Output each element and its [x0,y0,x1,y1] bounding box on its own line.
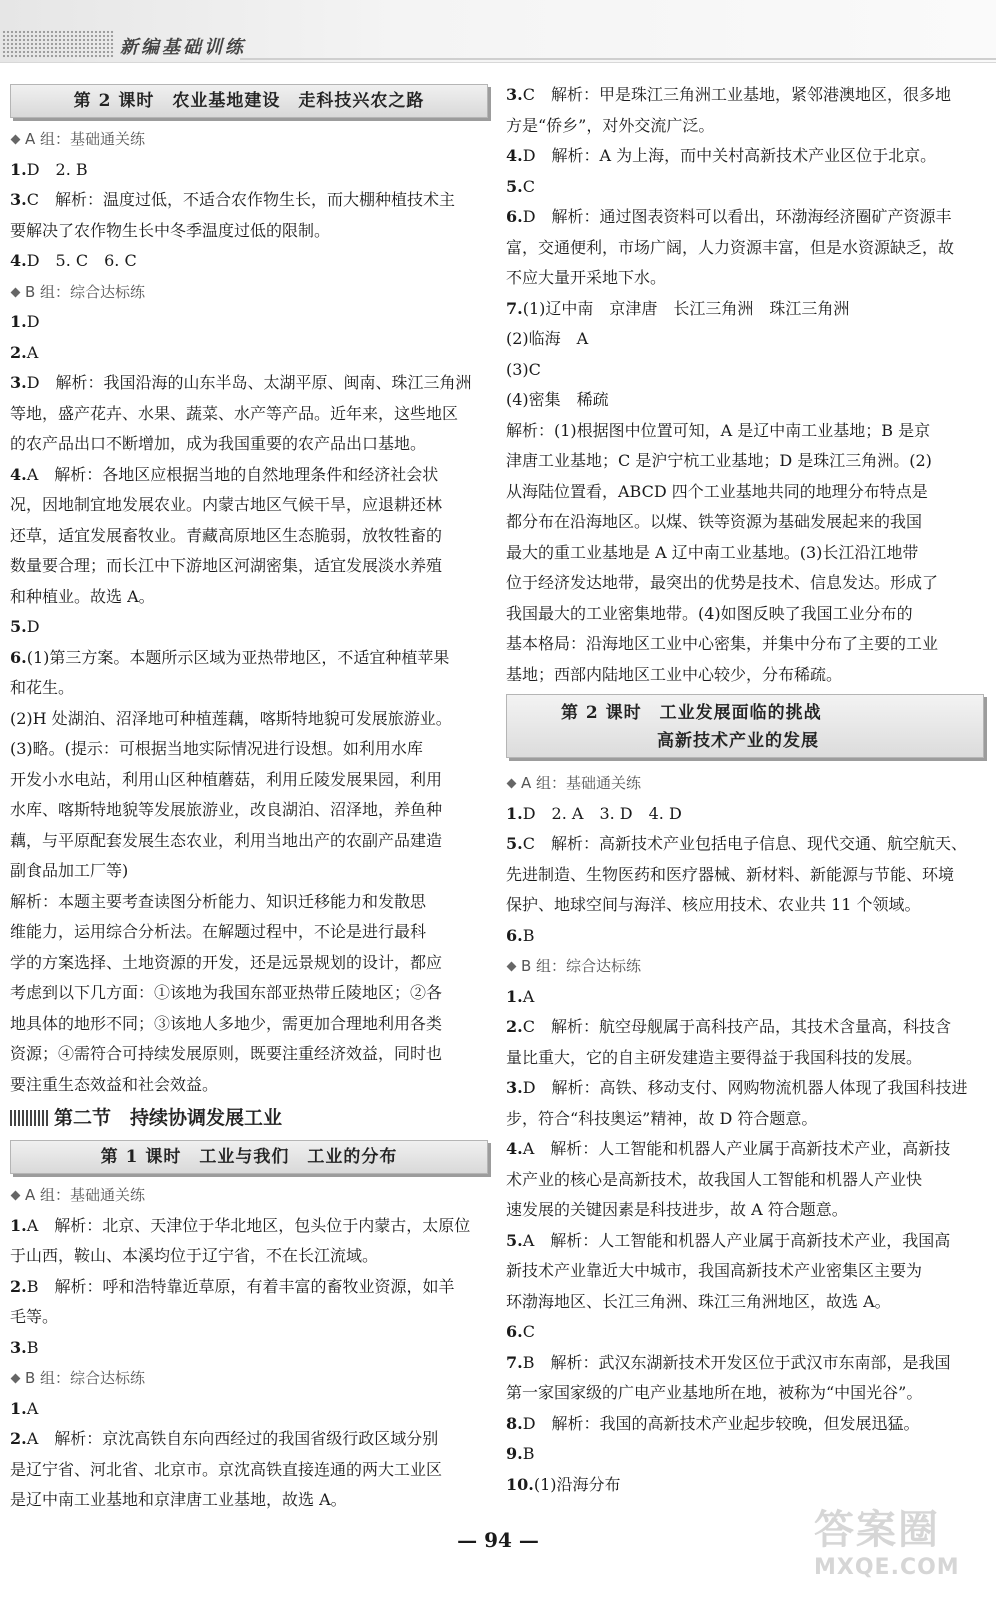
answer-line [506,507,984,538]
answer-line [10,1485,488,1516]
header-title: 新编基础训练 [120,37,246,58]
answer-text: 和花生。 [10,678,75,697]
answer-text: (4)密集 稀疏 [506,390,609,409]
answer-text: (3)C [506,359,541,379]
answer-line [506,890,984,921]
answer-text: 考虑到以下几方面：①该地为我国东部亚热带丘陵地区；②各 [10,983,443,1002]
answer-text: D 5. C 6. C [26,251,137,270]
answer-text: A 解析：北京、天津位于华北地区，包头位于内蒙古，太原位 [26,1215,471,1235]
question-number: 2. [10,1276,27,1296]
group-heading-text: B 组：综合达标练 [521,957,642,975]
answer-line [10,460,488,491]
answer-text: D 2. B [26,159,88,179]
lesson-title [506,694,984,758]
question-number: 5. [506,1230,523,1250]
answer-line [506,1348,984,1379]
answer-line [506,1043,984,1074]
answer-text: 方是“侨乡”，对外交流广泛。 [506,115,715,135]
answer-text: A 解析：人工智能和机器人产业属于高新技术产业，我国高 [522,1230,951,1250]
answer-line [10,1302,488,1333]
lesson-title-line: 高新技术产业的发展 [657,731,819,751]
answer-line [506,1134,984,1165]
answer-line [506,538,984,569]
answer-text: 要注重生态效益和社会效益。 [10,1074,219,1094]
answer-line [506,1226,984,1257]
answer-text: 于山西，鞍山、本溪均位于辽宁省，不在长江流域。 [10,1246,379,1265]
question-number: 1. [10,312,27,331]
answer-line [506,1409,984,1440]
answer-text: C 解析：温度过低，不适合农作物生长，而大棚种植技术主 [26,190,455,209]
answer-text: C 解析：高新技术产业包括电子信息、现代交通、航空航天、 [522,834,967,853]
answer-line [10,917,488,948]
answer-line [10,1333,488,1364]
question-number: 5. [506,176,523,196]
diamond-icon [507,779,517,789]
answer-text: 解析：本题主要考查读图分析能力、知识迁移能力和发散思 [10,891,427,911]
answer-text: 都分布在沿海地区。以煤、铁等资源为基础发展起来的我国 [506,512,923,531]
answer-line [10,643,488,674]
watermark-logo-text: 答案圈 [814,1507,940,1553]
answer-line [10,1272,488,1303]
answer-line [506,477,984,508]
answer-line [506,172,984,203]
question-number: 6. [506,925,523,945]
answer-text: 基地；西部内陆地区工业中心较少，分布稀疏。 [506,664,843,684]
question-number: 3. [10,1337,27,1357]
answer-text: 术产业的核心是高新技术，故我国人工智能和机器人产业快 [506,1169,923,1189]
answer-line [506,982,984,1013]
answer-line [10,795,488,826]
answer-text: D 2. A 3. D 4. D [522,803,682,823]
answer-text: 量比重大，它的自主研发建造主要得益于我国科技的发展。 [506,1047,923,1067]
group-heading-text: A 组：基础通关练 [25,1186,146,1204]
answer-line [10,704,488,735]
group-heading-text: B 组：综合达标练 [25,1369,146,1387]
diamond-icon [11,135,21,145]
question-number: 1. [10,1215,27,1235]
answer-line [506,263,984,294]
header-dot-pattern [2,30,114,58]
answer-text: 是辽中南工业基地和京津唐工业基地，故选 A。 [10,1490,347,1509]
group-heading-text: B 组：综合达标练 [25,282,146,301]
answer-line [506,860,984,891]
answer-text: (1)辽中南 京津唐 长江三角洲 珠江三角洲 [522,298,850,318]
diamond-icon [11,1191,21,1201]
answer-text: 数量要合理；而长江中下游地区河湖密集，适宜发展淡水养殖 [10,556,443,575]
answer-text: 地具体的地形不同；③该地人多地少，需更加合理地利用各类 [10,1013,443,1033]
answer-line [506,629,984,660]
answer-line [506,80,984,111]
answer-text: 等地，盛产花卉、水果、蔬菜、水产等产品。近年来，这些地区 [10,403,459,423]
answer-line [10,978,488,1009]
answer-text: 藕，与平原配套发展生态农业，利用当地出产的农副产品建造 [10,830,443,850]
answer-text: 是辽宁省、河北省、北京市。京沈高铁直接连通的两大工业区 [10,1459,443,1479]
question-number: 9. [506,1444,523,1463]
answer-text: 富，交通便利，市场广阔，人力资源丰富，但是水资源缺乏，故 [506,237,955,257]
answer-text: (2)临海 A [506,329,589,348]
answer-text: 环渤海地区、长江三角洲、珠江三角洲地区，故选 A。 [506,1291,891,1311]
answer-text: 先进制造、生物医药和医疗器械、新材料、新能源与节能、环境 [506,864,955,884]
answer-text: C [522,1322,535,1341]
answer-line [506,1317,984,1348]
answer-text: 位于经济发达地带，最突出的优势是技术、信息发达。形成了 [506,573,939,592]
answer-line [10,1211,488,1242]
answer-line [506,1195,984,1226]
question-number: 4. [506,1139,523,1158]
answer-line [506,233,984,264]
answer-text: (2)H 处湖泊、沼泽地可种植莲藕，喀斯特地貌可发展旅游业。 [10,708,452,728]
group-heading-text: A 组：基础通关练 [25,130,146,148]
answer-line [506,446,984,477]
answer-line [10,1455,488,1486]
answer-line [506,1470,984,1501]
answer-text: D 解析：我国沿海的山东半岛、太湖平原、闽南、珠江三角洲 [26,373,472,392]
answer-text: D [26,617,40,636]
group-heading [10,277,488,308]
question-number: 3. [506,85,523,104]
answer-text: 资源；④需符合可持续发展原则，既要注重经济效益，同时也 [10,1044,443,1063]
answer-line [506,385,984,416]
answer-line [506,1256,984,1287]
answer-text: 毛等。 [10,1307,59,1326]
page-header [0,0,996,63]
answer-line [10,185,488,216]
answer-text: B 解析：呼和浩特靠近草原，有着丰富的畜牧业资源，如羊 [26,1276,455,1296]
answer-text: D 解析：我国的高新技术产业起步较晚，但发展迅猛。 [522,1413,920,1433]
answer-text: 新技术产业靠近大中城市，我国高新技术产业密集区主要为 [506,1261,923,1280]
group-heading [10,1180,488,1211]
answer-text: 副食品加工厂等) [10,861,129,880]
answer-text: 维能力，运用综合分析法。在解题过程中，不论是进行最科 [10,922,427,941]
answer-line [10,307,488,338]
answer-text: D 解析：通过图表资料可以看出，环渤海经济圈矿产资源丰 [522,207,952,226]
answer-text: 学的方案选择、土地资源的开发，还是远景规划的设计，都应 [10,952,443,972]
watermark [814,1504,984,1592]
question-number: 2. [10,1429,27,1448]
question-number: 5. [10,617,27,636]
answer-line [506,294,984,325]
answer-line [10,856,488,887]
answer-line [506,141,984,172]
question-number: 6. [506,207,523,226]
answer-text: 我国最大的工业密集地带。(4)如图反映了我国工业分布的 [506,603,913,623]
question-number: 3. [10,373,27,392]
answer-line [10,1009,488,1040]
answer-line [10,887,488,918]
question-number: 6. [506,1322,523,1341]
question-number: 7. [506,298,523,318]
answer-line [10,1424,488,1455]
answer-text: (3)略。(提示：可根据当地实际情况进行设想。如利用水库 [10,739,423,758]
group-heading [10,124,488,155]
answer-line [506,416,984,447]
question-number: 4. [10,251,27,270]
section-bars-icon [10,1110,48,1126]
answer-line [506,324,984,355]
answer-text: C [522,176,535,196]
question-number: 8. [506,1413,523,1433]
answer-line [10,612,488,643]
answer-text: B [522,925,535,945]
diamond-icon [11,1374,21,1384]
question-number: 6. [10,647,27,667]
answer-text: A [522,986,535,1006]
answer-line [10,1394,488,1425]
answer-line [10,673,488,704]
answer-text: A 解析：京沈高铁自东向西经过的我国省级行政区域分别 [26,1429,439,1448]
answer-line [10,1241,488,1272]
answer-line [506,1104,984,1135]
question-number: 2. [506,1017,523,1036]
question-number: 1. [506,803,523,823]
answer-text: D 解析：高铁、移动支付、网购物流机器人体现了我国科技进 [522,1078,968,1097]
diamond-icon [507,962,517,972]
lesson-title: 第 1 课时 工业与我们 工业的分布 [10,1140,488,1174]
answer-line [10,429,488,460]
question-number: 1. [10,159,27,179]
answer-line [506,799,984,830]
answer-line [10,338,488,369]
diamond-icon [11,287,21,297]
page-number: — 94 — [457,1528,539,1552]
section-heading [10,1100,488,1136]
group-heading [506,768,984,799]
question-number: 4. [506,146,523,165]
answer-line [506,1012,984,1043]
answer-text: A [26,342,39,362]
answer-text: 水库、喀斯特地貌等发展旅游业，改良湖泊、沼泽地，养鱼种 [10,800,443,819]
answer-line [10,1070,488,1101]
answer-line [506,921,984,952]
answer-line [10,368,488,399]
answer-text: 最大的重工业基地是 A 辽中南工业基地。(3)长江沿江地带 [506,542,919,562]
answer-text: A [26,1398,39,1418]
section-heading-text: 第二节 持续协调发展工业 [54,1107,283,1129]
answer-line [506,111,984,142]
answer-text: 速发展的关键因素是科技进步，故 A 符合题意。 [506,1200,848,1219]
answer-text: B [26,1337,39,1357]
answer-line [10,948,488,979]
answer-line [10,1039,488,1070]
lesson-title: 第 2 课时 农业基地建设 走科技兴农之路 [10,84,488,118]
question-number: 4. [10,464,27,484]
answer-text: 从海陆位置看，ABCD 四个工业基地共同的地理分布特点是 [506,481,928,501]
answer-text: C 解析：航空母舰属于高科技产品，其技术含量高，科技含 [522,1017,951,1036]
answer-line [10,490,488,521]
answer-line [506,1073,984,1104]
header-rule [240,58,996,60]
answer-text: A 解析：人工智能和机器人产业属于高新技术产业，高新技 [522,1139,951,1158]
answer-text: 还草，适宜发展畜牧业。青藏高原地区生态脆弱，放牧牲畜的 [10,525,443,545]
answer-text: A 解析：各地区应根据当地的自然地理条件和经济社会状 [26,464,439,484]
answer-text: 基本格局：沿海地区工业中心密集，并集中分布了主要的工业 [506,634,939,653]
answer-line [10,521,488,552]
answer-text: B 解析：武汉东湖新技术开发区位于武汉市东南部，是我国 [522,1352,951,1372]
answer-line [506,829,984,860]
question-number: 3. [506,1078,523,1097]
answer-text: 第一家国家级的广电产业基地所在地，被称为“中国光谷”。 [506,1383,923,1402]
answer-text: 和种植业。故选 A。 [10,586,155,606]
answer-line [506,355,984,386]
lesson-title-line: 第 2 课时 工业发展面临的挑战 [561,703,822,723]
group-heading [506,951,984,982]
answer-line [10,551,488,582]
answer-text: B [522,1444,535,1463]
answer-line [506,1165,984,1196]
answer-text: D [26,312,40,331]
watermark-url: MXQE.COM [814,1555,960,1580]
answer-text: 的农产品出口不断增加，成为我国重要的农产品出口基地。 [10,434,427,453]
group-heading-text: A 组：基础通关练 [521,774,642,792]
question-number: 10. [506,1474,534,1494]
answer-line [506,202,984,233]
question-number: 2. [10,342,27,362]
answer-line [10,582,488,613]
question-number: 5. [506,834,523,853]
answer-text: C 解析：甲是珠江三角洲工业基地，紧邻港澳地区，很多地 [522,85,951,104]
answer-text: (1)沿海分布 [533,1474,621,1494]
question-number: 7. [506,1352,523,1372]
answer-line [506,568,984,599]
right-column [506,80,984,1500]
answer-text: 要解决了农作物生长中冬季温度过低的限制。 [10,220,331,240]
answer-line [10,399,488,430]
answer-text: 开发小水电站，利用山区种植蘑菇，利用丘陵发展果园，利用 [10,769,443,789]
answer-text: (1)第三方案。本题所示区域为亚热带地区，不适宜种植苹果 [26,647,450,667]
answer-line [10,765,488,796]
answer-text: 不应大量开采地下水。 [506,268,667,287]
answer-text: 解析：(1)根据图中位置可知，A 是辽中南工业基地；B 是京 [506,420,931,440]
answer-line [10,155,488,186]
answer-line [10,246,488,277]
answer-text: D 解析：A 为上海，而中关村高新技术产业区位于北京。 [522,146,937,165]
question-number: 1. [10,1398,27,1418]
answer-line [506,1287,984,1318]
answer-text: 津唐工业基地；C 是沪宁杭工业基地；D 是珠江三角洲。(2) [506,451,932,470]
answer-line [506,660,984,691]
answer-line [10,216,488,247]
question-number: 1. [506,986,523,1006]
answer-text: 保护、地球空间与海洋、核应用技术、农业共 11 个领域。 [506,895,921,914]
question-number: 3. [10,190,27,209]
answer-text: 况，因地制宜地发展农业。内蒙古地区气候干旱，应退耕还林 [10,495,443,514]
answer-line [10,826,488,857]
left-column [10,80,488,1516]
answer-text: 步，符合“科技奥运”精神，故 D 符合题意。 [506,1108,818,1128]
group-heading [10,1363,488,1394]
answer-line [506,1378,984,1409]
answer-line [506,1439,984,1470]
answer-line [10,734,488,765]
answer-line [506,599,984,630]
